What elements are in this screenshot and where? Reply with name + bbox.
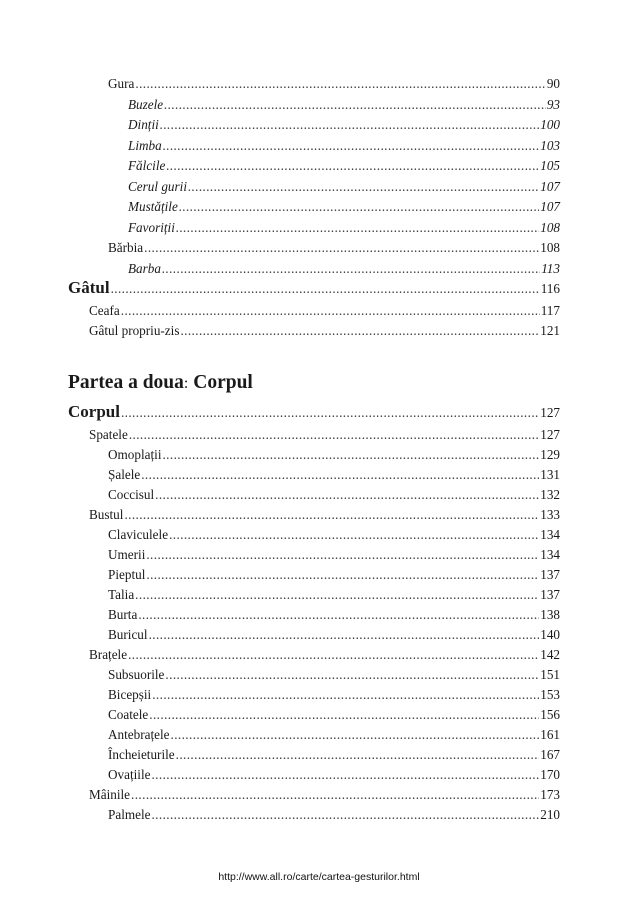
toc-entry-title: Subsuorile <box>108 667 165 682</box>
toc-entry-title: Buricul <box>108 627 148 642</box>
toc-entry-title: Gura <box>108 76 135 91</box>
dot-leader <box>141 467 539 483</box>
toc-entry <box>128 179 560 195</box>
toc-entry <box>108 76 560 92</box>
toc-entry <box>108 240 560 256</box>
toc-entry-page: 140 <box>540 627 560 642</box>
toc-entry-page: 121 <box>540 323 560 338</box>
toc-entry <box>108 487 560 503</box>
toc-entry-page: 142 <box>540 647 560 662</box>
toc-entry-page: 151 <box>540 667 560 682</box>
toc-entry <box>108 667 560 683</box>
toc-entry <box>108 627 560 643</box>
toc-entry-page: 134 <box>540 547 560 562</box>
toc-entry <box>108 607 560 623</box>
dot-leader <box>176 220 539 236</box>
toc-entry <box>108 767 560 783</box>
toc-entry <box>108 807 560 823</box>
toc-entry-title: Talia <box>108 587 135 602</box>
dot-leader <box>124 507 539 523</box>
toc-entry <box>108 547 560 563</box>
dot-leader <box>188 179 539 195</box>
toc-entry <box>89 303 560 319</box>
toc-entry-page: 167 <box>540 747 560 762</box>
toc-entry <box>89 647 560 663</box>
dot-leader <box>151 807 539 823</box>
toc-entry-page: 107 <box>540 179 560 194</box>
toc-entry-page: 127 <box>540 427 560 442</box>
toc-entry-title: Claviculele <box>108 527 169 542</box>
dot-leader <box>152 687 539 703</box>
toc-entry-title: Palmele <box>108 807 151 822</box>
toc-entry-page: 116 <box>540 281 560 296</box>
dot-leader <box>164 97 546 113</box>
dot-leader <box>131 787 539 803</box>
toc-entry-title: Ovațiile <box>108 767 151 782</box>
toc-entry <box>89 787 560 803</box>
toc-entry-title: Omoplații <box>108 447 162 462</box>
toc-entry-page: 90 <box>546 76 560 91</box>
toc-entry-title: Dinții <box>128 117 159 132</box>
toc-entry-title: Cerul gurii <box>128 179 187 194</box>
toc-entry-page: 133 <box>540 507 560 522</box>
dot-leader <box>146 567 539 583</box>
dot-leader <box>179 199 539 215</box>
dot-leader <box>135 587 539 603</box>
toc-entry-page: 113 <box>541 261 560 276</box>
toc-entry <box>108 527 560 543</box>
dot-leader <box>121 303 540 319</box>
part-heading <box>68 372 253 394</box>
dot-leader <box>171 727 540 743</box>
toc-entry <box>89 507 560 523</box>
toc-entry-title: Bicepșii <box>108 687 152 702</box>
toc-entry-title: Bărbia <box>108 240 144 255</box>
dot-leader <box>169 527 539 543</box>
toc-entry-page: 108 <box>540 240 560 255</box>
toc-entry-title: Umerii <box>108 547 146 562</box>
toc-entry-page: 129 <box>540 447 560 462</box>
dot-leader <box>111 281 540 297</box>
toc-entry-page: 93 <box>546 97 560 112</box>
dot-leader <box>180 323 539 339</box>
toc-section-entry <box>68 280 560 297</box>
toc-entry-page: 138 <box>540 607 560 622</box>
dot-leader <box>135 76 545 92</box>
toc-entry <box>128 220 560 236</box>
toc-entry <box>108 687 560 703</box>
dot-leader <box>128 647 539 663</box>
dot-leader <box>138 607 539 623</box>
toc-entry-page: 134 <box>540 527 560 542</box>
toc-entry-page: 137 <box>540 567 560 582</box>
dot-leader <box>163 138 540 154</box>
toc-entry-page: 117 <box>540 303 560 318</box>
dot-leader <box>162 447 539 463</box>
toc-entry-title: Barba <box>128 261 161 276</box>
toc-entry <box>108 567 560 583</box>
toc-entry <box>108 467 560 483</box>
dot-leader <box>166 158 539 174</box>
dot-leader <box>176 747 540 763</box>
toc-entry-title: Mâinile <box>89 787 131 802</box>
toc-entry <box>108 727 560 743</box>
toc-entry <box>128 117 560 133</box>
dot-leader <box>149 627 540 643</box>
toc-entry <box>108 587 560 603</box>
dot-leader <box>162 261 540 277</box>
toc-entry-title: Ceafa <box>89 303 120 318</box>
toc-entry-page: 131 <box>540 467 560 482</box>
toc-entry-title: Buzele <box>128 97 164 112</box>
toc-entry-title: Pieptul <box>108 567 146 582</box>
toc-entry-title: Antebrațele <box>108 727 170 742</box>
toc-entry <box>128 158 560 174</box>
toc-entry-title: Limba <box>128 138 162 153</box>
toc-entry-title: Burta <box>108 607 138 622</box>
toc-entry <box>128 199 560 215</box>
toc-entry-title: Brațele <box>89 647 128 662</box>
toc-entry-title: Coatele <box>108 707 149 722</box>
toc-entry <box>128 261 560 277</box>
toc-entry-page: 170 <box>540 767 560 782</box>
toc-entry-page: 103 <box>540 138 560 153</box>
toc-entry <box>108 747 560 763</box>
dot-leader <box>129 427 539 443</box>
toc-entry-title: Mustățile <box>128 199 178 214</box>
part-heading-separator: : <box>183 375 189 392</box>
toc-entry-title: Coccisul <box>108 487 155 502</box>
toc-entry-title: Bustul <box>89 507 124 522</box>
toc-entry <box>108 707 560 723</box>
dot-leader <box>144 240 539 256</box>
toc-entry-page: 107 <box>540 199 560 214</box>
toc-entry-title: Fălcile <box>128 158 166 173</box>
toc-entry <box>108 447 560 463</box>
part-heading-name: Corpul <box>193 372 253 393</box>
toc-entry-page: 161 <box>540 727 560 742</box>
toc-entry <box>89 323 560 339</box>
toc-entry <box>128 97 560 113</box>
dot-leader <box>121 405 539 421</box>
toc-entry-title: Corpul <box>68 402 120 421</box>
toc-entry-page: 105 <box>540 158 560 173</box>
toc-entry-title: Încheieturile <box>108 747 175 762</box>
dot-leader <box>165 667 539 683</box>
toc-entry-page: 127 <box>540 405 560 420</box>
toc-entry-title: Gâtul <box>68 278 110 297</box>
toc-entry-title: Favoriții <box>128 220 175 235</box>
dot-leader <box>149 707 539 723</box>
toc-entry-page: 156 <box>540 707 560 722</box>
toc-entry-title: Gâtul propriu-zis <box>89 323 180 338</box>
dot-leader <box>160 117 539 133</box>
toc-entry-page: 173 <box>540 787 560 802</box>
toc-entry-page: 137 <box>540 587 560 602</box>
toc-entry <box>89 427 560 443</box>
footer-url[interactable]: http://www.all.ro/carte/cartea-gesturilor.html <box>218 871 420 883</box>
toc-entry <box>128 138 560 154</box>
toc-entry-page: 108 <box>540 220 560 235</box>
dot-leader <box>151 767 539 783</box>
toc-entry-page: 210 <box>540 807 560 822</box>
toc-entry-title: Spatele <box>89 427 128 442</box>
toc-entry-page: 132 <box>540 487 560 502</box>
toc-section-entry <box>68 404 560 421</box>
dot-leader <box>155 487 539 503</box>
toc-entry-page: 100 <box>540 117 560 132</box>
part-heading-prefix: Partea a doua <box>68 372 184 393</box>
toc-entry-title: Șalele <box>108 467 141 482</box>
dot-leader <box>146 547 539 563</box>
toc-entry-page: 153 <box>540 687 560 702</box>
